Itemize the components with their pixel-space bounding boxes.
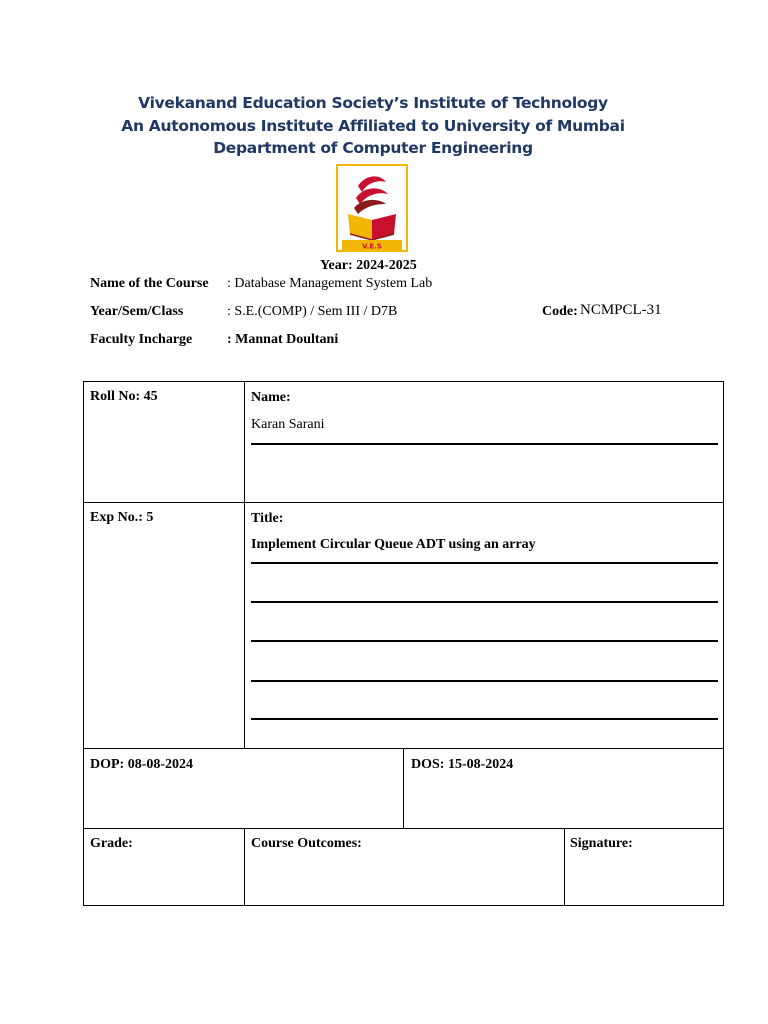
roll-number: Roll No: 45 <box>90 389 158 404</box>
logo-text: V.E.S <box>362 242 382 251</box>
class-value: : S.E.(COMP) / Sem III / D7B <box>227 304 398 319</box>
course-outcomes-label: Course Outcomes: <box>251 836 362 851</box>
experiment-title: Implement Circular Queue ADT using an array <box>251 537 536 552</box>
institute-name: Vivekanand Education Society’s Institute of Technology <box>138 94 608 112</box>
faculty-value: : Mannat Doultani <box>227 332 339 347</box>
date-of-submission: DOS: 15-08-2024 <box>411 757 514 772</box>
institute-affiliation: An Autonomous Institute Affiliated to University of Mumbai <box>121 117 625 135</box>
experiment-number: Exp No.: 5 <box>90 510 154 525</box>
course-value: : Database Management System Lab <box>227 276 433 291</box>
title-label: Title: <box>251 511 284 526</box>
exp-cell <box>83 502 245 749</box>
student-name: Karan Sarani <box>251 417 325 432</box>
department-name: Department of Computer Engineering <box>213 139 533 157</box>
name-line <box>251 443 718 445</box>
code-value: NCMPCL-31 <box>580 302 662 318</box>
faculty-label: Faculty Incharge <box>90 332 193 347</box>
signature-label: Signature: <box>570 836 633 851</box>
code-label: Code: <box>542 304 578 319</box>
class-label: Year/Sem/Class <box>90 304 184 319</box>
title-line-2 <box>251 601 718 603</box>
name-label: Name: <box>251 390 291 405</box>
course-label: Name of the Course <box>90 276 209 291</box>
name-cell <box>244 381 724 503</box>
title-line-3 <box>251 640 718 642</box>
title-line-4 <box>251 680 718 682</box>
title-line-5 <box>251 718 718 720</box>
grade-label: Grade: <box>90 836 133 851</box>
date-of-performance: DOP: 08-08-2024 <box>90 757 194 772</box>
academic-year: Year: 2024-2025 <box>320 258 417 273</box>
ves-logo-icon <box>336 164 408 252</box>
title-line-1 <box>251 562 718 564</box>
